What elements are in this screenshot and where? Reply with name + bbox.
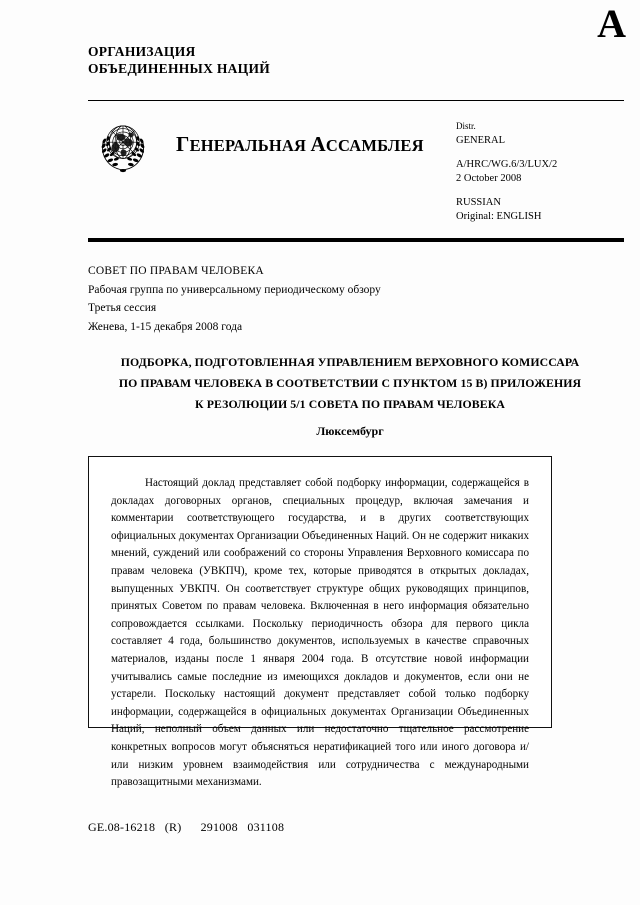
council-session: Третья сессия (88, 302, 157, 314)
distr-label: Distr. (456, 121, 476, 131)
country-name: Люксембург (316, 424, 384, 438)
document-language: RUSSIAN (456, 197, 501, 208)
council-block (88, 262, 624, 336)
masthead (88, 44, 624, 96)
language-group (456, 196, 557, 223)
abstract-box (88, 456, 552, 789)
document-original-language: Original: ENGLISH (456, 210, 542, 222)
council-venue-dates: Женева, 1-15 декабря 2008 года (88, 320, 243, 333)
distribution-group (456, 120, 557, 147)
ga-title-initial-1: Г (176, 132, 190, 156)
document-date: 2 October 2008 (456, 172, 522, 184)
council-working-group: Рабочая группа по универсальному периодическому обзору (88, 283, 381, 296)
organization-line-1: ОРГАНИЗАЦИЯ (88, 44, 196, 59)
distribution-block (456, 120, 557, 223)
ga-title-initial-2: А (310, 132, 326, 156)
page-title-line-3: К РЕЗОЛЮЦИИ 5/1 СОВЕТА ПО ПРАВАМ ЧЕЛОВЕКА (195, 397, 505, 411)
abstract-text: Настоящий доклад представляет собой подборку информации, содержащейся в докладах договорных органов, специальных процедур, включая замечания и комментарии соответствующего государства, и в других соответствующих официальных документах Организации Объединенных Наций. Он не содержит никаких мнений, суждений или соображений со стороны Управления Верховного комиссара по правам человека (УВКПЧ), кроме тех, которые приводятся в открытых докладах, выпущенных УВКПЧ. Он соответствует структуре общих руководящих принципов, принятых Советом по правам человека. Включенная в него информация обязательно сопровождается ссылками. Поскольку периодичность обзора для первого цикла составляет 4 года, большинство документов, используемых в качестве справочных материалов, изданы после 1 января 2004 года. В отсутствие новой информации учитывались самые последние из имеющихся докладов и документов, если они не устарели. Поскольку настоящий документ представляет собой только подборку информации, содержащейся в официальных документах Организации Объединенных Наций, неполный объем данных или недостаточно тщательное рассмотрение конкретных вопросов могут объясняться нератификацией того или иного договора и/или низким уровнем взаимодействия или сотрудничества с международными правозащитными механизмами. (111, 477, 529, 789)
ga-title-rest-1: ЕНЕРАЛЬНАЯ (189, 136, 311, 155)
council-name: СОВЕТ ПО ПРАВАМ ЧЕЛОВЕКА (88, 265, 264, 277)
page-title-line-1: ПОДБОРКА, ПОДГОТОВЛЕННАЯ УПРАВЛЕНИЕМ ВЕРХОВНОГО КОМИССАРА (120, 355, 580, 369)
organization-name (88, 44, 624, 77)
document-symbol-letter: A (597, 1, 626, 46)
header-divider-thick (88, 238, 624, 242)
symbol-group (456, 158, 557, 185)
footer-job-number: GE.08-16218 (R) 291008 031108 (88, 820, 285, 834)
distr-value: GENERAL (456, 134, 505, 146)
organization-line-2: ОБЪЕДИНЕННЫХ НАЦИЙ (88, 60, 271, 76)
page-title-line-2: ПО ПРАВАМ ЧЕЛОВЕКА В СООТВЕТСТВИИ С ПУНКТОМ 15 В) ПРИЛОЖЕНИЯ (118, 376, 582, 390)
document-symbol: A/HRC/WG.6/3/LUX/2 (456, 159, 558, 170)
general-assembly-band (88, 116, 624, 232)
header-divider-thin (88, 100, 624, 101)
un-emblem-icon (92, 118, 154, 176)
ga-title-rest-2: ССАМБЛЕЯ (325, 136, 424, 155)
page-title (80, 352, 620, 415)
general-assembly-title (176, 132, 424, 158)
